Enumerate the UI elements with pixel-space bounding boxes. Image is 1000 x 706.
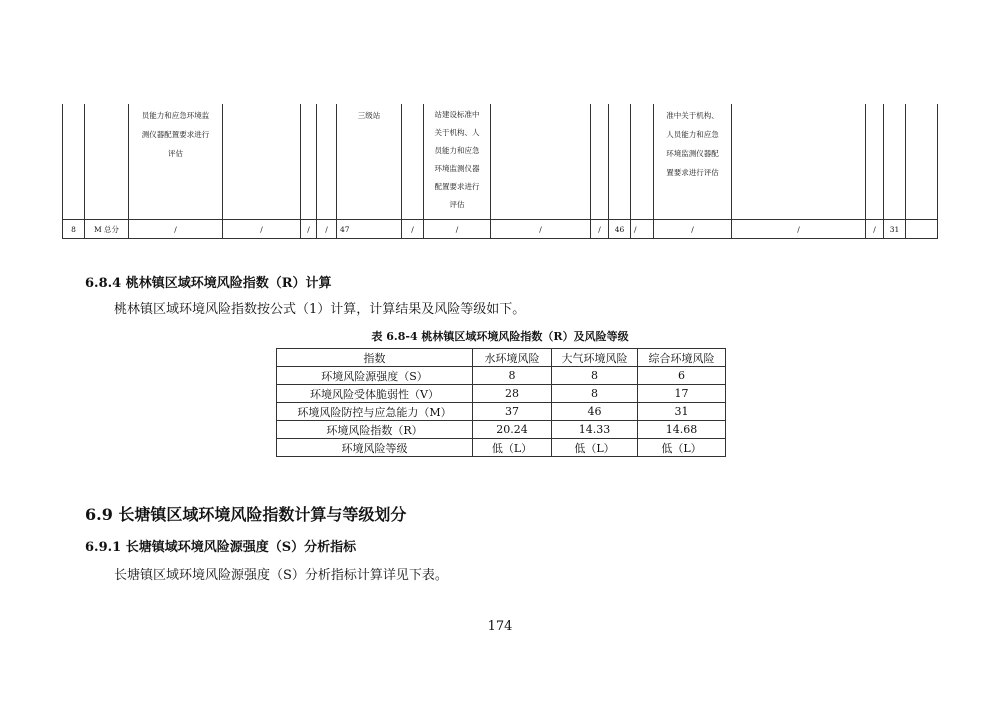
table-cell: 低（L） [473, 439, 552, 457]
section-heading-6-9-1: 6.9.1 长塘镇域环境风险源强度（S）分析指标 [85, 540, 357, 555]
table-cell: 环境风险防控与应急能力（M） [277, 403, 473, 421]
table-cell: 8 [473, 367, 552, 385]
table-cell: / [491, 220, 591, 239]
table-cell: 准中关于机构、 人员能力和应急 环境监测仪器配 置要求进行评估 [654, 104, 732, 220]
table-caption: 表 6.8-4 桃林镇区域环境风险指数（R）及风险等级 [371, 330, 629, 343]
table-cell: 环境风险指数（R） [277, 421, 473, 439]
table-cell: 47 [337, 220, 402, 239]
table-row [277, 367, 726, 385]
table-cell: 8 [552, 367, 638, 385]
table-row-total [63, 220, 938, 239]
table-cell: 31 [638, 403, 726, 421]
table-cell: 20.24 [473, 421, 552, 439]
table-cell: / [129, 220, 223, 239]
table-header: 综合环境风险 [638, 349, 726, 367]
table-cell: / [866, 220, 884, 239]
table-row [277, 439, 726, 457]
paragraph: 长塘镇区域环境风险源强度（S）分析指标计算详见下表。 [114, 568, 448, 583]
table-cell: 28 [473, 385, 552, 403]
table-cell: 6 [638, 367, 726, 385]
table-cell: M 总分 [85, 220, 129, 239]
table-cell: 环境风险等级 [277, 439, 473, 457]
table-cell: 三级站 [337, 104, 402, 220]
table-cell: / [402, 220, 424, 239]
table-cell: 8 [63, 220, 85, 239]
table-cell: 站建设标准中 关于机构、人 员能力和应急 环境监测仪器 配置要求进行 评估 [424, 104, 491, 220]
table-cell: 14.68 [638, 421, 726, 439]
table-cell: 37 [473, 403, 552, 421]
table-row [277, 421, 726, 439]
table-row [277, 385, 726, 403]
table-header-row [277, 349, 726, 367]
table-cell: / [654, 220, 732, 239]
table-cell: / [301, 220, 317, 239]
table-cell: 8 [552, 385, 638, 403]
table-cell: 14.33 [552, 421, 638, 439]
table-cell: 31 [884, 220, 906, 239]
paragraph: 桃林镇区域环境风险指数按公式（1）计算，计算结果及风险等级如下。 [114, 302, 526, 317]
risk-index-table [276, 348, 726, 457]
table-cell: / [317, 220, 337, 239]
table-header: 水环境风险 [473, 349, 552, 367]
table-cell: 46 [609, 220, 631, 239]
table-cell: / [732, 220, 866, 239]
table-header: 指数 [277, 349, 473, 367]
section-heading-6-8-4: 6.8.4 桃林镇区域环境风险指数（R）计算 [85, 276, 332, 291]
table-row [63, 104, 938, 220]
table-cell: 员能力和应急环境监 测仪器配置要求进行 评估 [129, 104, 223, 220]
table-cell: 17 [638, 385, 726, 403]
table-cell: / [223, 220, 301, 239]
table-cell: / [424, 220, 491, 239]
page-number: 174 [487, 619, 513, 634]
risk-evaluation-table-fragment [62, 104, 938, 239]
table-cell: 环境风险源强度（S） [277, 367, 473, 385]
table-cell: / [631, 220, 654, 239]
section-heading-6-9: 6.9 长塘镇区域环境风险指数计算与等级划分 [85, 505, 407, 524]
table-cell: 低（L） [552, 439, 638, 457]
table-cell: / [591, 220, 609, 239]
table-cell: 46 [552, 403, 638, 421]
table-cell: 低（L） [638, 439, 726, 457]
table-cell: 环境风险受体脆弱性（V） [277, 385, 473, 403]
table-row [277, 403, 726, 421]
table-header: 大气环境风险 [552, 349, 638, 367]
